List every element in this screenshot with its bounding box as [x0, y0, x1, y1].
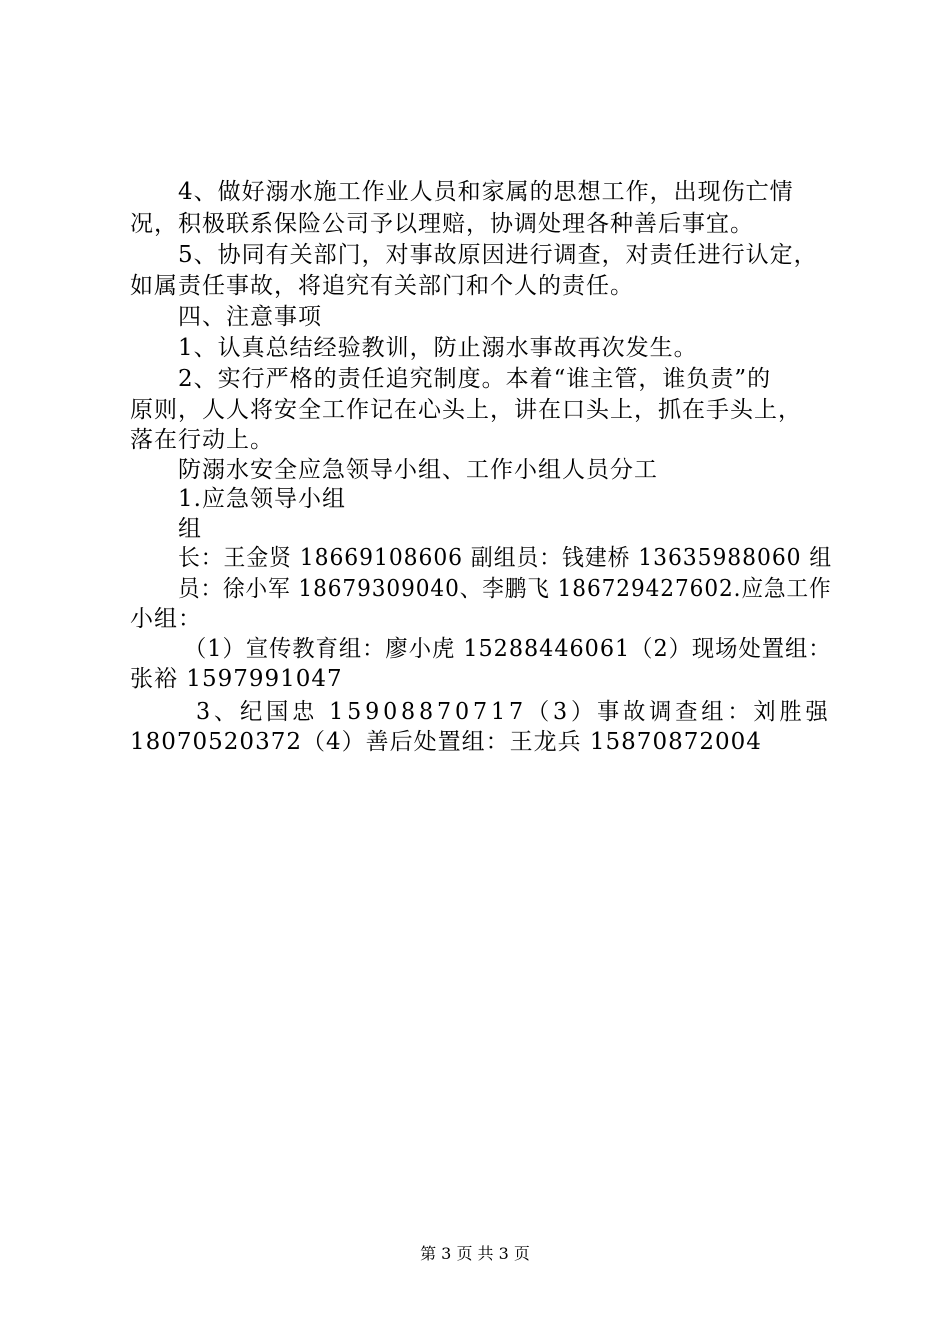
text-line-13: 长：王金贤 18669108606 副组员：钱建桥 13635988060 组 [178, 545, 833, 571]
text-line-8: 原则，人人将安全工作记在心头上，讲在口头上，抓在手头上， [130, 397, 802, 423]
text-line-14: 员：徐小军 18679309040、李鹏飞 186729427602.应急工作 [178, 576, 832, 602]
text-line-12: 组 [178, 516, 202, 542]
text-line-2: 况，积极联系保险公司予以理赔，协调处理各种善后事宜。 [130, 211, 754, 237]
text-line-11: 1.应急领导小组 [178, 486, 346, 512]
text-line-15: 小组： [130, 606, 202, 632]
text-line-4: 如属责任事故，将追究有关部门和个人的责任。 [130, 273, 634, 299]
text-line-19: 18070520372（4）善后处置组：王龙兵 15870872004 [130, 729, 762, 755]
text-line-17: 张裕 1597991047 [130, 666, 343, 692]
subsection-title: 防溺水安全应急领导小组、工作小组人员分工 [178, 457, 658, 483]
page-footer: 第 3 页 共 3 页 [420, 1244, 530, 1263]
section-heading: 四、注意事项 [178, 304, 322, 330]
text-line-1: 4、做好溺水施工作业人员和家属的思想工作，出现伤亡情 [178, 179, 794, 205]
text-line-18: 3、纪国忠 15908870717（3）事故调查组：刘胜强 [196, 699, 832, 725]
text-line-9: 落在行动上。 [130, 427, 274, 453]
text-line-7: 2、实行严格的责任追究制度。本着“谁主管，谁负责”的 [178, 366, 772, 392]
text-line-16: （1）宣传教育组：廖小虎 15288446061（2）现场处置组： [184, 636, 832, 662]
text-line-3: 5、协同有关部门，对事故原因进行调查，对责任进行认定， [178, 242, 818, 268]
text-line-6: 1、认真总结经验教训，防止溺水事故再次发生。 [178, 335, 698, 361]
